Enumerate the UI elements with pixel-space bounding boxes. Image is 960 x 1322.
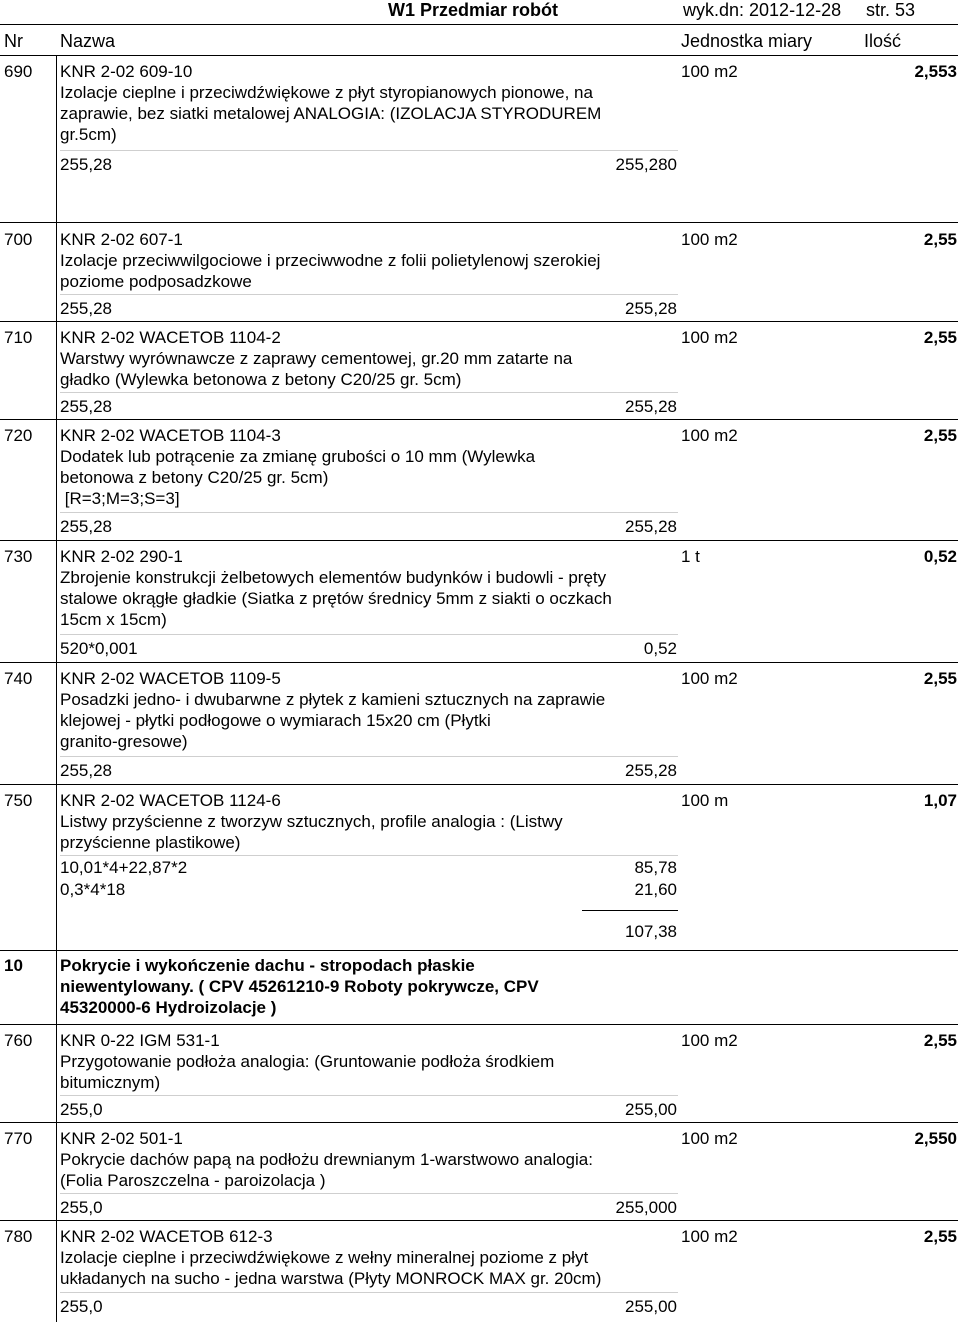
calc-value: 255,28 <box>625 761 677 780</box>
row-divider <box>0 419 958 420</box>
document-title: W1 Przedmiar robót <box>388 0 559 20</box>
calc-sum: 107,38 <box>625 922 677 941</box>
row-divider <box>0 1122 958 1123</box>
calc-value: 85,78 <box>634 858 677 877</box>
calc-separator <box>60 512 678 513</box>
position-code: KNR 0-22 IGM 531-1 <box>60 1031 220 1050</box>
creation-date: wyk.dn: 2012-12-28 <box>683 0 842 20</box>
row-number: 780 <box>4 1227 33 1246</box>
calc-value: 21,60 <box>634 880 677 899</box>
row-divider <box>0 222 958 223</box>
calc-separator <box>60 634 678 635</box>
position-code: KNR 2-02 WACETOB 1109-5 <box>60 669 281 688</box>
unit-of-measure: 100 m2 <box>681 230 738 249</box>
unit-of-measure: 100 m2 <box>681 669 738 688</box>
row-divider <box>0 1024 958 1025</box>
column-divider <box>56 55 57 1322</box>
row-number: 730 <box>4 547 33 566</box>
quantity: 2,55 <box>923 1031 957 1050</box>
calc-value: 255,000 <box>615 1198 677 1217</box>
calc-separator <box>60 1095 678 1096</box>
calc-separator <box>60 294 678 295</box>
position-description-line: Warstwy wyrównawcze z zaprawy cementowej, gr.20 mm zatarte na <box>60 349 573 368</box>
quantity: 0,52 <box>923 547 957 566</box>
calc-separator <box>60 1193 678 1194</box>
row-divider <box>0 1220 958 1221</box>
calc-expression: 255,28 <box>60 155 112 174</box>
quantity: 2,55 <box>923 669 957 688</box>
quantity: 1,07 <box>923 791 957 810</box>
row-number: 770 <box>4 1129 33 1148</box>
calc-separator <box>60 392 678 393</box>
calc-separator <box>60 150 678 151</box>
quantity: 2,550 <box>914 1129 957 1148</box>
unit-of-measure: 100 m <box>681 791 729 810</box>
position-code: KNR 2-02 609-10 <box>60 62 193 81</box>
position-description-line: poziome podposadzkowe <box>60 272 252 291</box>
position-description-line: (Folia Paroszczelna - paroizolacja ) <box>60 1171 326 1190</box>
column-header-name: Nazwa <box>60 31 116 51</box>
calc-expression: 255,0 <box>60 1297 103 1316</box>
position-description-line: stalowe okrągłe gładkie (Siatka z prętów średnicy 5mm z siakti o oczkach <box>60 589 612 608</box>
position-description-line: Pokrycie dachów papą na podłożu drewnianym 1-warstwowo analogia: <box>60 1150 593 1169</box>
calc-value: 255,28 <box>625 397 677 416</box>
column-header-qty: Ilość <box>864 31 902 51</box>
calc-separator <box>60 1292 678 1293</box>
row-number: 760 <box>4 1031 33 1050</box>
column-header-unit: Jednostka miary <box>681 31 813 51</box>
position-description-line: granito-gresowe) <box>60 732 188 751</box>
position-code: KNR 2-02 WACETOB 1124-6 <box>60 791 281 810</box>
row-number: 720 <box>4 426 33 445</box>
position-description-line: Izolacje cieplne i przeciwdźwiękowe z płyt styropianowych pionowe, na <box>60 83 593 102</box>
position-code: KNR 2-02 290-1 <box>60 547 183 566</box>
row-divider <box>0 784 958 785</box>
unit-of-measure: 100 m2 <box>681 1129 738 1148</box>
position-description-line: Listwy przyścienne z tworzyw sztucznych, profile analogia : (Listwy <box>60 812 563 831</box>
unit-of-measure: 100 m2 <box>681 1227 738 1246</box>
row-divider <box>0 950 958 951</box>
quantity: 2,55 <box>923 1227 957 1246</box>
row-number: 740 <box>4 669 33 688</box>
unit-of-measure: 100 m2 <box>681 1031 738 1050</box>
position-description-line: Izolacje przeciwwilgociowe i przeciwwodne z folii polietylenowj szerokiej <box>60 251 601 270</box>
calc-separator <box>60 756 678 757</box>
quantity: 2,55 <box>923 426 957 445</box>
calc-expression: 0,3*4*18 <box>60 880 126 899</box>
calc-separator <box>60 855 678 856</box>
position-code: KNR 2-02 501-1 <box>60 1129 183 1148</box>
section-title-line: Pokrycie i wykończenie dachu - stropodach płaskie <box>60 956 475 975</box>
position-description-line: [R=3;M=3;S=3] <box>60 489 180 508</box>
position-description-line: 15cm x 15cm) <box>60 610 167 629</box>
quantity: 2,55 <box>923 230 957 249</box>
position-description-line: Przygotowanie podłoża analogia: (Gruntowanie podłoża środkiem <box>60 1052 555 1071</box>
position-description-line: bitumicznym) <box>60 1073 161 1092</box>
row-number: 750 <box>4 791 33 810</box>
unit-of-measure: 100 m2 <box>681 328 738 347</box>
calc-value: 255,28 <box>625 517 677 536</box>
position-description-line: Posadzki jedno- i dwubarwne z płytek z kamieni sztucznych na zaprawie <box>60 690 606 709</box>
position-description-line: klejowej - płytki podłogowe o wymiarach 15x20 cm (Płytki <box>60 711 491 730</box>
calc-expression: 255,0 <box>60 1198 103 1217</box>
position-code: KNR 2-02 WACETOB 1104-2 <box>60 328 281 347</box>
section-number: 10 <box>4 956 23 975</box>
row-divider <box>0 662 958 663</box>
unit-of-measure: 100 m2 <box>681 62 738 81</box>
position-description-line: gr.5cm) <box>60 125 117 144</box>
quantity: 2,553 <box>914 62 957 81</box>
calc-expression: 255,28 <box>60 397 112 416</box>
calc-expression: 255,28 <box>60 299 112 318</box>
position-description-line: Zbrojenie konstrukcji żelbetowych elementów budynków i budowli - pręty <box>60 568 607 587</box>
section-title-line: niewentylowany. ( CPV 45261210-9 Roboty pokrywcze, CPV <box>60 977 539 996</box>
page-number: str. 53 <box>866 0 916 20</box>
row-divider <box>0 540 958 541</box>
quantity: 2,55 <box>923 328 957 347</box>
column-header-nr: Nr <box>4 31 23 51</box>
column-header-divider <box>0 55 958 56</box>
position-description-line: Izolacje cieplne i przeciwdźwiękowe z wełny mineralnej poziome z płyt <box>60 1248 589 1267</box>
calc-value: 0,52 <box>643 639 677 658</box>
calc-expression: 10,01*4+22,87*2 <box>60 858 188 877</box>
row-number: 700 <box>4 230 33 249</box>
calc-value: 255,28 <box>625 299 677 318</box>
sum-line <box>582 910 678 911</box>
position-description-line: zaprawie, bez siatki metalowej ANALOGIA: (IZOLACJA STYRODUREM <box>60 104 602 123</box>
position-code: KNR 2-02 WACETOB 612-3 <box>60 1227 273 1246</box>
position-description-line: gładko (Wylewka betonowa z betony C20/25 gr. 5cm) <box>60 370 462 389</box>
calc-expression: 255,0 <box>60 1100 103 1119</box>
position-description-line: Dodatek lub potrącenie za zmianę grubości o 10 mm (Wylewka <box>60 447 536 466</box>
position-description-line: układanych na sucho - jedna warstwa (Płyty MONROCK MAX gr. 20cm) <box>60 1269 602 1288</box>
calc-value: 255,00 <box>625 1100 677 1119</box>
position-code: KNR 2-02 WACETOB 1104-3 <box>60 426 281 445</box>
calc-value: 255,00 <box>625 1297 677 1316</box>
page-header <box>0 0 960 52</box>
unit-of-measure: 100 m2 <box>681 426 738 445</box>
unit-of-measure: 1 t <box>681 547 700 566</box>
section-title-line: 45320000-6 Hydroizolacje ) <box>60 998 277 1017</box>
header-divider <box>0 24 958 25</box>
row-number: 690 <box>4 62 33 81</box>
calc-expression: 255,28 <box>60 517 112 536</box>
position-description-line: przyścienne plastikowe) <box>60 833 241 852</box>
calc-value: 255,280 <box>615 155 677 174</box>
row-divider <box>0 321 958 322</box>
row-number: 710 <box>4 328 33 347</box>
position-description-line: betonowa z betony C20/25 gr. 5cm) <box>60 468 329 487</box>
calc-expression: 520*0,001 <box>60 639 138 658</box>
position-code: KNR 2-02 607-1 <box>60 230 183 249</box>
calc-expression: 255,28 <box>60 761 112 780</box>
